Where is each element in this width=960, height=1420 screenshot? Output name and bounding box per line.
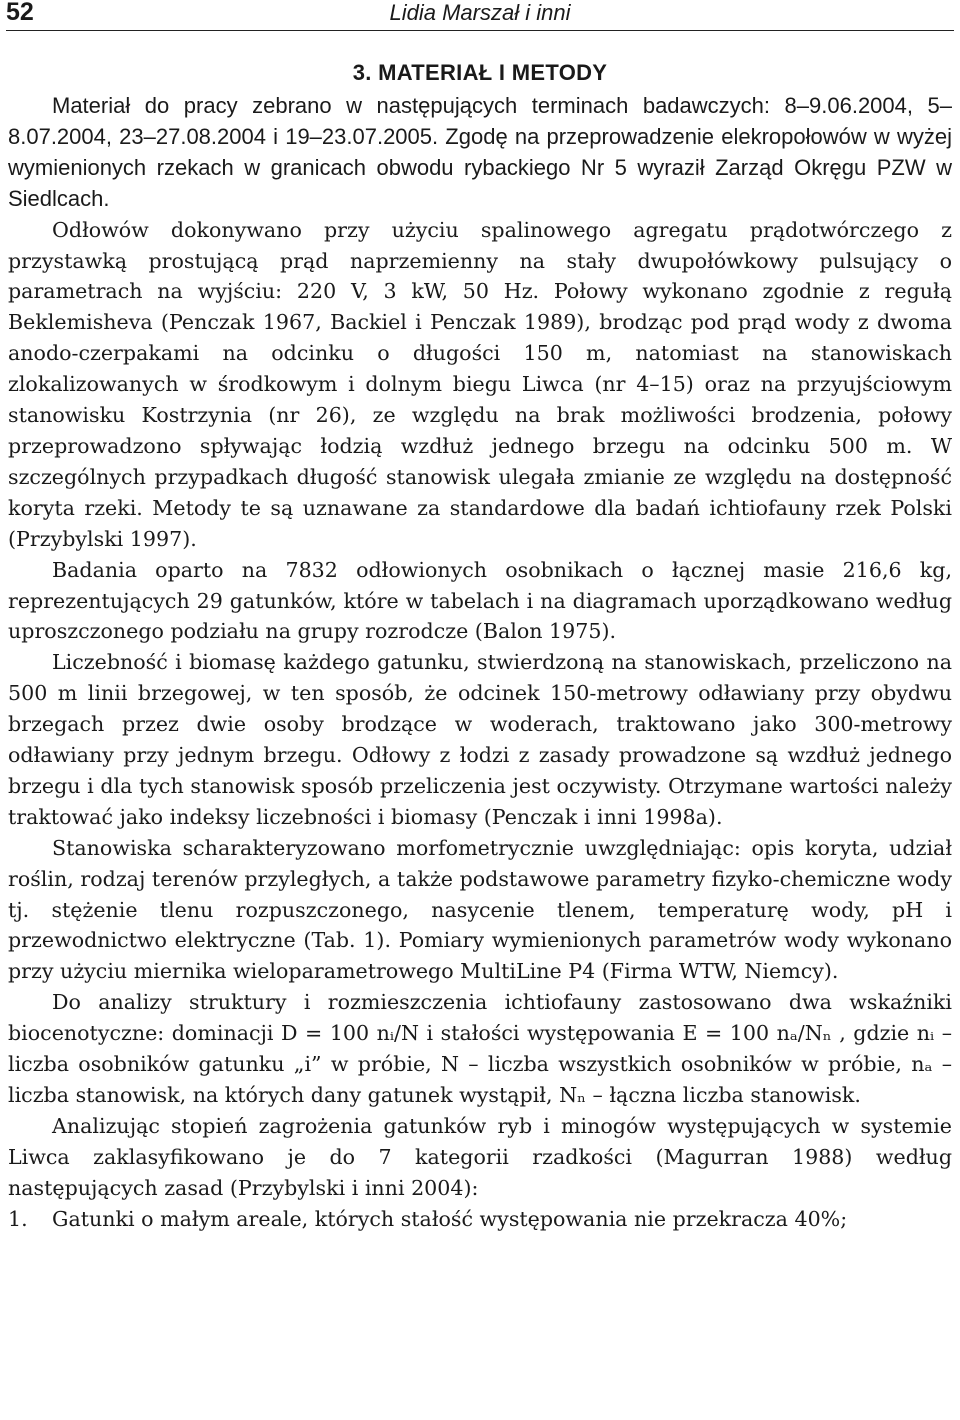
paragraph-methods: Odłowów dokonywano przy użyciu spalinowego agregatu prądotwórczego z przystawką prostującą prąd naprzemienny na stały dwupołówkowy pulsujący o parametrach na wyjściu: 220 V, 3 kW, 50 Hz. Połowy wykonano zgodnie z regułą Beklemisheva (Penczak 1967, Backiel i Penczak 1989), brodząc pod prąd wody z dwoma anodo-czerpakami na odcinku o długości 150 m, natomiast na stanowiskach zlokalizowanych w środkowym i dolnym biegu Liwca (nr 4–15) oraz na przyujściowym stanowisku Kostrzynia (nr 26), ze względu na brak możliwości brodzenia, połowy przeprowadzono spływając łodzią wzdłuż jednego brzegu na odcinku 500 m. W szczególnych przypadkach długość stanowisk ulegała zmianie ze względu na dostępność koryta rzeki. Metody te są uznawane za standardowe dla badań ichtiofauny rzek Polski (Przybylski 1997). (8, 217, 952, 551)
paragraph-materials: Materiał do pracy zebrano w następujących terminach badawczych: 8–9.06.2004, 5–8.07.2004, 23–27.08.2004 i 19–23.07.2005. Zgodę na przeprowadzenie elekropołowów w wyżej wymienionych rzekach w granicach obwodu rybackiego Nr 5 wyraził Zarząd Okręgu PZW w Siedlcach. (8, 93, 952, 211)
paragraph-sample: Badania oparto na 7832 odłowionych osobnikach o łącznej masie 216,6 kg, reprezentujących 29 gatunków, które w tabelach i na diagramach uporządkowano według uproszczonego podziału na grupy rozrodcze (Balon 1975). (8, 557, 952, 644)
paragraph-threat: Analizując stopień zagrożenia gatunków ryb i minogów występujących w systemie Liwca zaklasyfikowano je do 7 kategorii rzadkości (Magurran 1988) według następujących zasad (Przybylski i inni 2004): (8, 1113, 952, 1200)
list-item-text: Gatunki o małym areale, których stałość występowania nie przekracza 40%; (52, 1206, 848, 1231)
running-author: Lidia Marszał i inni (389, 0, 571, 25)
body-text (8, 91, 952, 1235)
section-heading: 3. MATERIAŁ I METODY (352, 60, 608, 85)
paragraph-sites: Stanowiska scharakteryzowano morfometrycznie uwzględniając: opis koryta, udział roślin, rodzaj terenów przyległych, a także podstawowe parametry fizyko-chemiczne wody tj. stężenie tlenu rozpuszczonego, nasycenie tlenem, temperaturę wody, pH i przewodnictwo elektryczne (Tab. 1). Pomiary wymienionych parametrów wody wykonano przy użyciu miernika wieloparametrowego MultiLine P4 (Firma WTW, Niemcy). (8, 835, 952, 984)
page-number: 52 (6, 0, 34, 26)
list-item (8, 1204, 952, 1235)
list-item-number: 1. (8, 1206, 28, 1231)
paragraph-indices: Do analizy struktury i rozmieszczenia ichtiofauny zastosowano dwa wskaźniki biocenotyczne: dominacji D = 100 nᵢ/N i stałości występowania E = 100 nₐ/Nₙ , gdzie nᵢ – liczba osobników gatunku „i” w próbie, N – liczba wszystkich osobników w próbie, nₐ – liczba stanowisk, na których dany gatunek wystąpił, Nₙ – łączna liczba stanowisk. (8, 990, 952, 1107)
running-header (6, 0, 954, 31)
paragraph-abundance: Liczebność i biomasę każdego gatunku, stwierdzoną na stanowiskach, przeliczono na 500 m linii brzegowej, w ten sposób, że odcinek 150-metrowy odławiany przy obydwu brzegach przez dwie osoby brodzące w woderach, traktowano jako 300-metrowy odławiany przy jednym brzegu. Odłowy z łodzi z zasady prowadzone są wzdłuż jednego brzegu i dla tych stanowisk sposób przeliczenia jest oczywisty. Otrzymane wartości należy traktować jako indeksy liczebności i biomasy (Penczak i inni 1998a). (8, 650, 952, 829)
